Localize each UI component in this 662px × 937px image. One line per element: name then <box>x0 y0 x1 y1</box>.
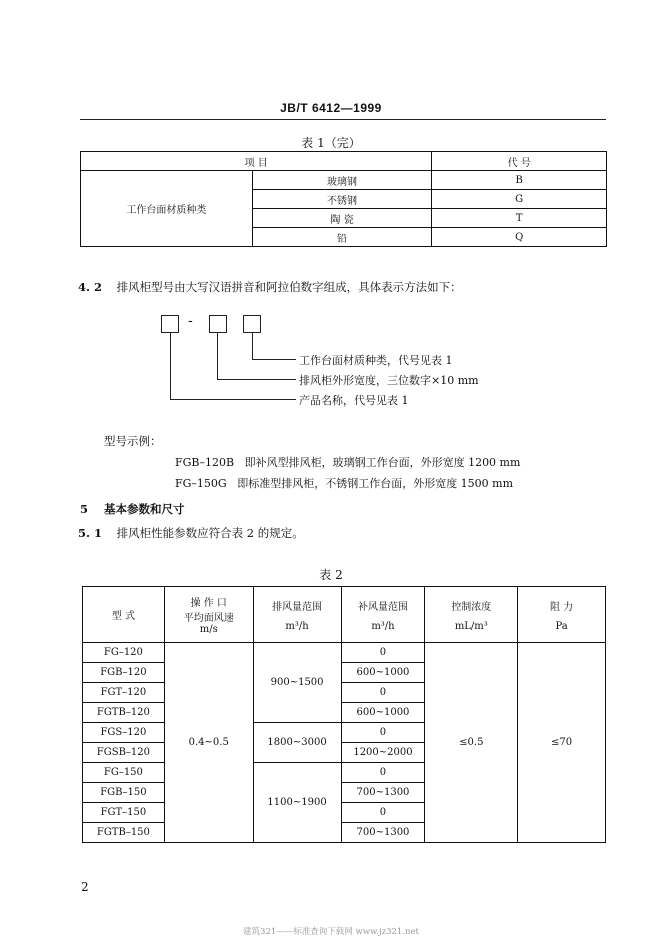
model-box-product <box>161 315 179 333</box>
table2-header-exhaust-unit: m³/h <box>285 620 309 632</box>
table2-header-supply-unit: m³/h <box>371 620 395 632</box>
table2-model-cell: FGTB–120 <box>83 703 165 723</box>
table2-header-resist-unit: Pa <box>555 620 568 632</box>
table2-velocity-cell: 0.4~0.5 <box>164 643 253 843</box>
leader-vertical-material <box>252 333 253 359</box>
table2-model-cell: FGTB–150 <box>83 823 165 843</box>
table1-row-code: Q <box>432 228 607 247</box>
table1-row-name: 玻璃钢 <box>252 171 432 190</box>
example-line: FG–150G 即标准型排风柜，不锈钢工作台面，外形宽度 1500 mm <box>175 477 514 490</box>
table2-header-velocity-unit: m/s <box>199 624 218 635</box>
table1-header-item: 项 目 <box>81 152 432 171</box>
table2-model-cell: FGT–150 <box>83 803 165 823</box>
table2-exhaust-cell: 900~1500 <box>253 643 341 723</box>
document-id: JB/T 6412—1999 <box>280 101 382 115</box>
table1-row-name: 陶 瓷 <box>252 209 432 228</box>
label-material: 工作台面材质种类，代号见表 1 <box>299 354 453 367</box>
table2-model-cell: FG–150 <box>83 763 165 783</box>
table2-header-exhaust-label: 排风量范围 <box>272 601 323 613</box>
leader-vertical-product <box>170 333 171 399</box>
table2-model-cell: FGSB–120 <box>83 743 165 763</box>
table2-header-supply <box>341 587 425 643</box>
section-4-2 <box>78 279 462 295</box>
page-number: 2 <box>81 880 89 894</box>
section-5-heading <box>80 501 185 517</box>
model-dash: - <box>188 313 193 329</box>
table2-header-velocity-l1: 操 作 口 <box>190 598 227 609</box>
example-line: FGB–120B 即补风型排风柜，玻璃钢工作台面，外形宽度 1200 mm <box>175 456 521 469</box>
table2-concentration-cell: ≤0.5 <box>425 643 518 843</box>
section-4-2-text: 排风柜型号由大写汉语拼音和阿拉伯数字组成，具体表示方法如下： <box>116 280 462 294</box>
table2-model-cell: FGB–150 <box>83 783 165 803</box>
header-rule <box>80 119 606 120</box>
table2-caption: 表 2 <box>319 568 343 582</box>
table2 <box>82 586 606 843</box>
label-product: 产品名称，代号见表 1 <box>299 394 409 407</box>
table1-row-code: G <box>432 190 607 209</box>
table2-header-conc-label: 控制浓度 <box>451 601 492 613</box>
table2-exhaust-cell: 1100~1900 <box>253 763 341 843</box>
table2-resistance-cell: ≤70 <box>518 643 606 843</box>
table2-header-conc <box>425 587 518 643</box>
table2-supply-cell: 0 <box>341 683 425 703</box>
table2-header-velocity <box>164 587 253 643</box>
table2-supply-cell: 0 <box>341 643 425 663</box>
table2-header-supply-label: 补风量范围 <box>357 601 408 613</box>
table2-exhaust-cell: 1800~3000 <box>253 723 341 763</box>
table1-header-code: 代 号 <box>432 152 607 171</box>
table2-supply-cell: 0 <box>341 763 425 783</box>
table2-supply-cell: 600~1000 <box>341 663 425 683</box>
leader-horizontal-product <box>170 399 296 400</box>
leader-horizontal-material <box>252 359 296 360</box>
section-5-1 <box>78 525 304 541</box>
section-5-1-text: 排风柜性能参数应符合表 2 的规定。 <box>116 526 304 540</box>
table2-header-resist-label: 阻 力 <box>550 601 574 613</box>
table2-model-cell: FGS–120 <box>83 723 165 743</box>
table1-row-name: 不锈钢 <box>252 190 432 209</box>
footer-watermark: 建筑321——标准查询下载网 www.jz321.net <box>243 927 419 937</box>
table2-supply-cell: 600~1000 <box>341 703 425 723</box>
table2-supply-cell: 0 <box>341 803 425 823</box>
model-box-material <box>243 315 261 333</box>
leader-horizontal-width <box>217 379 296 380</box>
table1-row-code: T <box>432 209 607 228</box>
table2-header-exhaust <box>253 587 341 643</box>
table2-supply-cell: 0 <box>341 723 425 743</box>
section-5-title: 基本参数和尺寸 <box>104 502 185 516</box>
leader-vertical-width <box>217 333 218 379</box>
table1-category: 工作台面材质种类 <box>81 171 253 247</box>
table2-supply-cell: 700~1300 <box>341 823 425 843</box>
table2-header-model: 型 式 <box>83 587 165 643</box>
table2-supply-cell: 700~1300 <box>341 783 425 803</box>
table1-row-code: B <box>432 171 607 190</box>
table2-header-resist <box>518 587 606 643</box>
table2-header-velocity-l2: 平均面风速 <box>183 613 234 624</box>
table2-header-conc-unit: mL/m³ <box>454 620 488 632</box>
model-box-width <box>209 315 227 333</box>
examples-title: 型号示例： <box>104 434 162 448</box>
table2-model-cell: FG–120 <box>83 643 165 663</box>
table1 <box>80 151 607 247</box>
section-4-2-number: 4. 2 <box>78 280 103 294</box>
table2-model-cell: FGB–120 <box>83 663 165 683</box>
table1-row-name: 铅 <box>252 228 432 247</box>
table1-caption: 表 1（完） <box>301 136 361 150</box>
section-5-number: 5 <box>80 502 89 516</box>
table2-supply-cell: 1200~2000 <box>341 743 425 763</box>
label-width: 排风柜外形宽度，三位数字×10 mm <box>299 374 479 387</box>
table2-model-cell: FGT–120 <box>83 683 165 703</box>
section-5-1-number: 5. 1 <box>78 526 103 540</box>
